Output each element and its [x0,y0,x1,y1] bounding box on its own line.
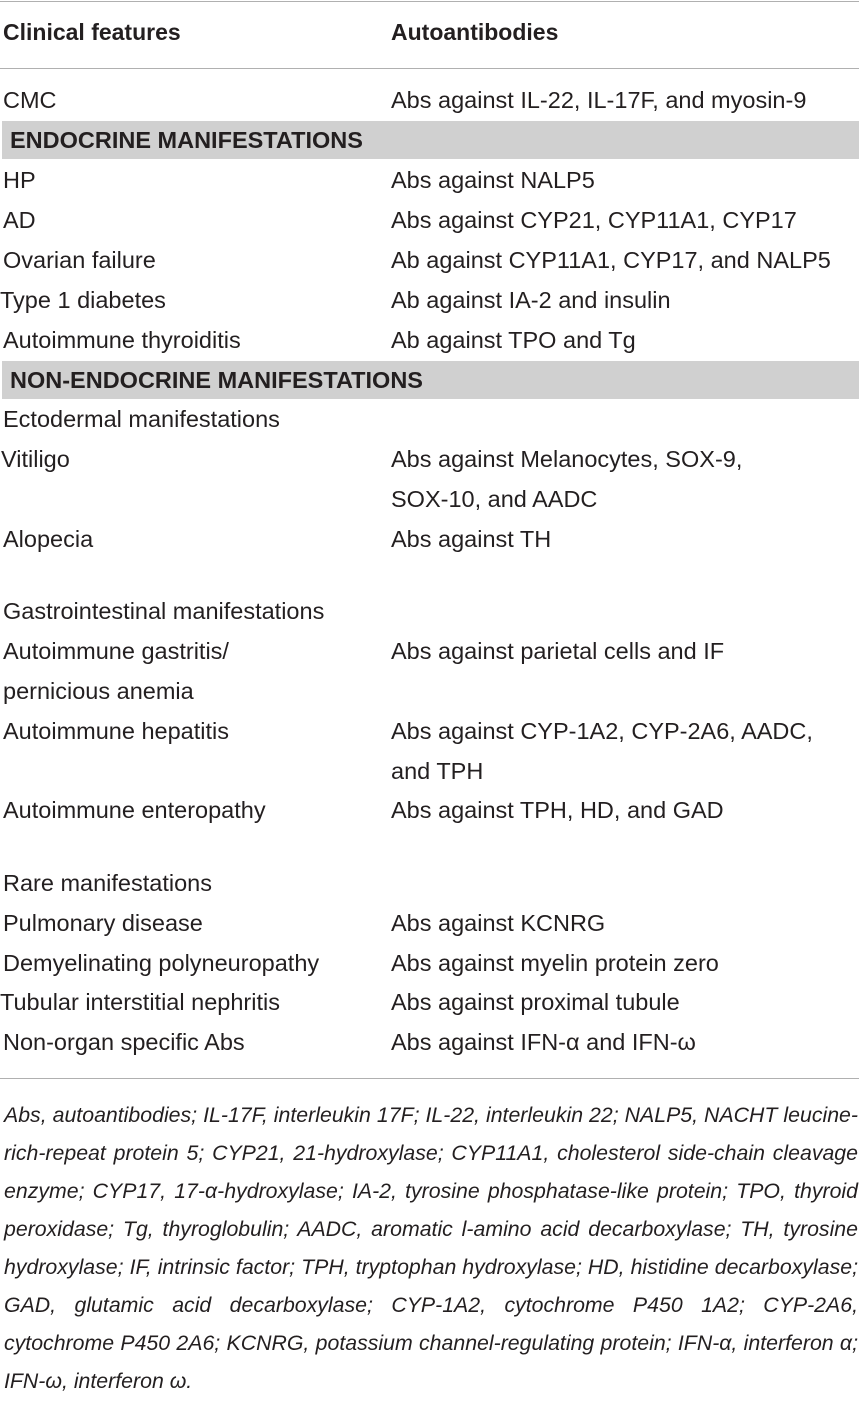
ectodermal-subheading: Ectodermal manifestations [3,406,280,432]
endocrine-section-title: ENDOCRINE MANIFESTATIONS [10,127,363,153]
non-endocrine-section-band [2,361,859,399]
gastritis-feature-line1: Autoimmune gastritis/ [3,638,229,664]
hepatitis-abs-line1: Abs against CYP-1A2, CYP-2A6, AADC, [391,718,813,744]
alopecia-feature: Alopecia [3,526,94,552]
table-row-abs: Abs against CYP21, CYP11A1, CYP17 [391,207,797,233]
table-row-feature: Type 1 diabetes [0,287,166,313]
gastrointestinal-subheading: Gastrointestinal manifestations [3,598,325,624]
hepatitis-abs-line2: and TPH [391,758,484,784]
table-row-abs: Ab against IA-2 and insulin [391,287,671,313]
table-row-abs: Abs against NALP5 [391,167,595,193]
enteropathy-abs: Abs against TPH, HD, and GAD [391,797,724,823]
table-top-rule [0,1,859,2]
table-row-feature: Autoimmune thyroiditis [3,327,241,353]
gastritis-abs: Abs against parietal cells and IF [391,638,725,664]
table-row-feature: Demyelinating polyneuropathy [3,950,320,976]
non-endocrine-section-title: NON-ENDOCRINE MANIFESTATIONS [10,367,423,393]
rare-subheading: Rare manifestations [3,870,212,896]
table-row-abs: Abs against KCNRG [391,910,606,936]
header-rule [0,68,859,69]
table-row-abs: Abs against myelin protein zero [391,950,719,976]
table-row-abs: Ab against CYP11A1, CYP17, and NALP5 [391,247,831,273]
table-row-feature: HP [3,167,36,193]
header-clinical-features: Clinical features [3,19,181,45]
table-row-feature: Pulmonary disease [3,910,203,936]
table-row-feature: Tubular interstitial nephritis [0,989,280,1015]
table-row-feature: AD [3,207,36,233]
vitiligo-abs-line2: SOX-10, and AADC [391,486,598,512]
header-autoantibodies: Autoantibodies [391,19,559,45]
vitiligo-feature: Vitiligo [1,446,70,472]
table-row-abs: Abs against proximal tubule [391,989,680,1015]
vitiligo-abs-line1: Abs against Melanocytes, SOX-9, [391,446,743,472]
table-row-abs: Abs against IFN-α and IFN-ω [391,1029,696,1055]
alopecia-abs: Abs against TH [391,526,552,552]
gastritis-feature-line2: pernicious anemia [3,678,194,704]
table-footnote: Abs, autoantibodies; IL-17F, interleukin 17F; IL-22, interleukin 22; NALP5, NACHT leucine-rich-repeat protein 5; CYP21, 21-hydroxylase; CYP11A1, cholesterol side-chain cleavage enzyme; CYP17, 17-α-hydroxylase; IA-2, tyrosine phosphatase-like protein; TPO, thyroid peroxidase; Tg, thyroglobulin; AADC, aromatic l-amino acid decarboxylase; TH, tyrosine hydroxylase; IF, intrinsic factor; TPH, tryptophan hydroxylase; HD, histidine decarboxylase; GAD, glutamic acid decarboxylase; CYP-1A2, cytochrome P450 1A2; CYP-2A6, cytochrome P450 2A6; KCNRG, potassium channel-regulating protein; IFN-α, interferon α; IFN-ω, interferon ω. [4,1103,858,1393]
cmc-abs: Abs against IL-22, IL-17F, and myosin-9 [391,87,807,113]
table-row-abs: Ab against TPO and Tg [391,327,636,353]
endocrine-section-band [2,121,859,159]
hepatitis-feature: Autoimmune hepatitis [3,718,229,744]
table-row-feature: Non-organ specific Abs [3,1029,245,1055]
cmc-feature: CMC [3,87,57,113]
enteropathy-feature: Autoimmune enteropathy [3,797,266,823]
table-row-feature: Ovarian failure [3,247,156,273]
table-bottom-rule [0,1078,859,1079]
